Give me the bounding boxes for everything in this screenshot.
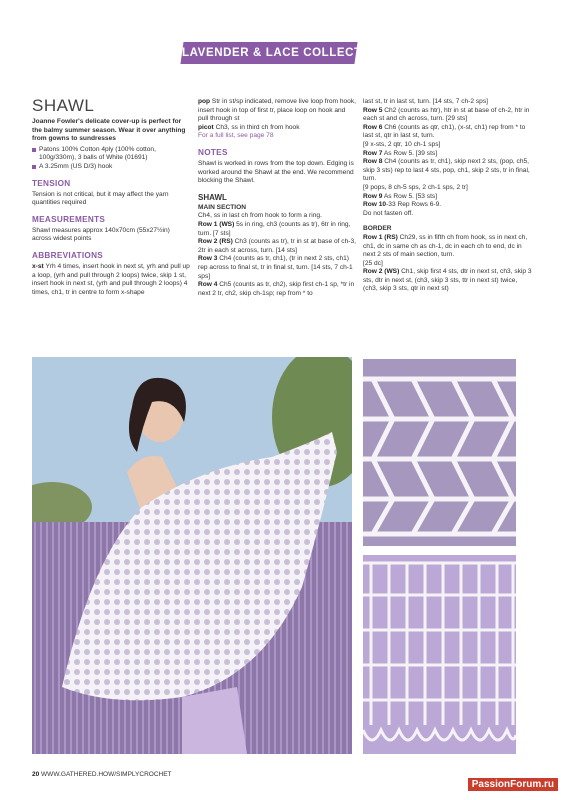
row-5: Row 5 Ch2 (counts as htr), htr in st at base of ch-2, htr in each st and ch across, turn. [29 sts] <box>363 106 530 123</box>
page-footer <box>32 771 172 778</box>
intro-text: Joanne Fowler's delicate cover-up is perfect for the balmy summer season. Wear it over anything from gowns to sundresses <box>32 118 186 143</box>
row-4: Row 4 Ch5 (counts as tr, ch2), skip first ch-1 sp, *tr in next 2 tr, ch2, skip ch-1sp; rep from * to <box>198 281 355 297</box>
lace-detail-illustration <box>363 359 516 546</box>
page-number: 20 <box>32 771 40 778</box>
row-1: Row 1 (WS) 5s in ring, ch3 (counts as tr), 6tr in ring, turn. [7 sts] <box>198 220 351 237</box>
measurements-heading: MEASUREMENTS <box>32 214 106 224</box>
full-list-link[interactable]: For a full list, see page 78 <box>198 132 274 140</box>
border-row-1: Row 1 (RS) Ch29, ss in fifth ch from hook, ss in next ch, ch1, dc in same ch as ch-1, dc in each ch to end, dc in next 2 sts of main section, turn. <box>363 233 528 259</box>
tension-text: Tension is not critical, but it may affect the yarn quantities required <box>32 190 169 207</box>
row-6: Row 6 Ch6 (counts as qtr, ch1), (x-st, ch1) rep from * to last st, qtr in last st, turn. <box>363 123 526 140</box>
column-2 <box>198 98 356 298</box>
material-item: A 3.25mm (US D/3) hook <box>32 163 190 172</box>
abbr-xst: x-st Yrh 4 times, insert hook in next st, yrh and pull up a loop, (yrh and pull through 2 loops) twice, skip 1 st, insert hook in next st, (yrh and pull through 2 loops) 4 times, ch1, tr in centre to form x-shape <box>32 262 190 296</box>
row-2: Row 2 (RS) Ch3 (counts as tr), tr in st at base of ch-3, 2tr in each st across, turn. [14 sts] <box>198 238 356 254</box>
bullet-square-icon <box>32 148 36 152</box>
collection-banner-text: LAVENDER & LACE COLLECTION <box>182 47 384 59</box>
shawl-heading: SHAWL <box>198 192 227 202</box>
abbr-picot: picot Ch3, ss in third ch from hook <box>198 123 300 131</box>
ring-instruction: Ch4, ss in last ch from hook to form a ring. <box>198 212 322 220</box>
row-3: Row 3 Ch4 (counts as tr, ch1), (tr in next 2 sts, ch1) rep across to final st, tr in final st, turn. [14 sts, 7 ch-1 sps] <box>198 255 353 280</box>
tension-heading: TENSION <box>32 178 71 188</box>
column-3 <box>363 98 533 294</box>
notes-text: Shawl is worked in rows from the top down. Edging is worked around the Shawl at the end. We recommend blocking the Shawl. <box>198 159 354 185</box>
row-4-cont: last st, tr in last st, turn. [14 sts, 7 ch-2 sps] <box>363 98 488 105</box>
notes-heading: NOTES <box>198 147 228 157</box>
row-9: Row 9 As Row 5. [53 sts] <box>363 192 438 200</box>
column-1 <box>32 96 190 297</box>
row-10: Row 10-33 Rep Rows 6-9. <box>363 201 442 209</box>
measurements-text: Shawl measures approx 140x70cm (55x27½in) across widest points <box>32 226 170 243</box>
bullet-square-icon <box>32 165 36 169</box>
abbr-pop: pop Str in st/sp indicated, remove live loop from hook, insert hook in top of first tr, place loop on hook and pull through st <box>198 98 356 123</box>
main-section-heading: MAIN SECTION <box>198 203 246 211</box>
row-8: Row 8 Ch4 (counts as tr, ch1), skip next 2 sts, (pop, ch5, skip 3 sts) rep to last 4 sts, pop, ch1, skip 2 sts, tr in final, turn. <box>363 158 530 183</box>
footer-url[interactable]: WWW.GATHERED.HOW/SIMPLYCROCHET <box>41 771 172 778</box>
row-8-count: [9 pops, 8 ch-5 sps, 2 ch-1 sps, 2 tr] <box>363 183 468 191</box>
detail-photo-top <box>363 359 516 546</box>
shawl-photo-illustration <box>32 357 352 754</box>
row-6-count: [9 x-sts, 2 qtr, 10 ch-1 sps] <box>363 140 441 148</box>
border-row-1-count: [25 dc] <box>363 259 383 267</box>
watermark: PassionForum.ru <box>468 778 558 791</box>
border-heading: BORDER <box>363 225 392 233</box>
pattern-title: SHAWL <box>32 96 95 115</box>
abbreviations-heading: ABBREVIATIONS <box>32 250 104 260</box>
no-fasten-text: Do not fasten off. <box>363 209 414 217</box>
lace-border-illustration <box>363 555 516 754</box>
material-item: Patons 100% Cotton 4ply (100% cotton, 100g/330m), 3 balls of White (01691) <box>32 146 190 163</box>
detail-photo-bottom <box>363 555 516 754</box>
row-7: Row 7 As Row 5. [39 sts] <box>363 149 438 157</box>
main-photo <box>32 357 352 754</box>
border-row-2: Row 2 (WS) Ch1, skip first 4 sts, dtr in next st, ch3, skip 3 sts, dtr in next st, (ch3, skip 3 sts, ttr in next st) twice, (ch3, skip 3 sts, qtr in next st) <box>363 268 532 293</box>
